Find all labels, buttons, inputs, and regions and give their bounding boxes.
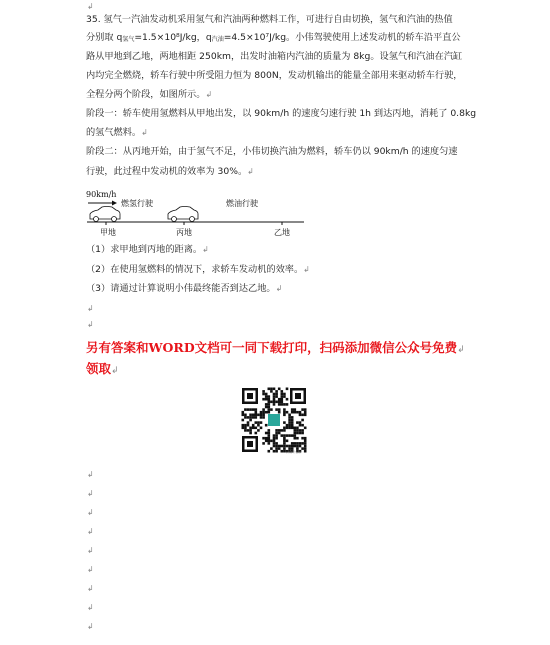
paragraph-mark: ↲ <box>87 320 94 329</box>
problem-line-2: 分别取 q氢气=1.5×10⁸J/kg，q汽油=4.5×10⁷J/kg。小伟驾驶使用上述发动机的轿车沿平直公 <box>86 32 461 43</box>
car-icon-1 <box>90 207 120 222</box>
stage-one-line-2: 的氢气燃料。↲ <box>86 127 148 138</box>
stage2-label: 燃油行驶 <box>226 199 258 208</box>
stage-one-line-1: 阶段一：轿车使用氢燃料从甲地出发，以 90km/h 的速度匀速行驶 1h 到达丙地，消耗了 0.8kg <box>86 108 477 119</box>
question-1: （1）求甲地到丙地的距离。↲ <box>86 244 209 255</box>
stage1-label: 燃氢行驶 <box>121 199 153 208</box>
paragraph-mark: ↲ <box>87 546 94 555</box>
paragraph-mark: ↲ <box>87 565 94 574</box>
point-b-label: 乙地 <box>274 228 290 237</box>
car-icon-2 <box>168 207 198 222</box>
qr-logo <box>268 414 280 426</box>
problem-line-5: 全程分两个阶段，如图所示。↲ <box>86 89 213 100</box>
stage-two-line-2: 行驶，此过程中发动机的效率为 30%。↲ <box>86 166 254 177</box>
paragraph-mark: ↲ <box>87 2 94 11</box>
arrow-head <box>112 201 117 206</box>
question-2: （2）在使用氢燃料的情况下，求轿车发动机的效率。↲ <box>86 264 310 275</box>
promo-line-1: 另有答案和WORD文档可一同下载打印，扫码添加微信公众号免费↲ <box>86 340 465 355</box>
stage-two-line-1: 阶段二：从丙地开始，由于氢气不足，小伟切换汽油为燃料，轿车仍以 90km/h 的速度匀速 <box>86 146 458 157</box>
paragraph-mark: ↲ <box>87 470 94 479</box>
paragraph-mark: ↲ <box>87 508 94 517</box>
problem-line-1: 35. 氢气一汽油发动机采用氢气和汽油两种燃料工作，可进行自由切换，氢气和汽油的热值 <box>86 14 453 25</box>
paragraph-mark: ↲ <box>87 489 94 498</box>
qr-code[interactable] <box>240 386 308 454</box>
paragraph-mark: ↲ <box>87 527 94 536</box>
paragraph-mark: ↲ <box>87 584 94 593</box>
paragraph-mark: ↲ <box>87 603 94 612</box>
point-c-label: 丙地 <box>176 228 192 237</box>
problem-line-3: 路从甲地到乙地，两地相距 250km，出发时油箱内汽油的质量为 8kg。设氢气和汽油在汽缸 <box>86 51 463 62</box>
speed-label: 90km/h <box>86 190 117 199</box>
route-diagram <box>86 189 306 239</box>
promo-line-2: 领取↲ <box>86 361 119 376</box>
qr-caption: 公众号名称 <box>286 450 302 454</box>
point-a-label: 甲地 <box>100 228 116 237</box>
paragraph-mark: ↲ <box>87 622 94 631</box>
paragraph-mark: ↲ <box>87 304 94 313</box>
problem-line-4: 内均完全燃烧，轿车行驶中所受阻力恒为 800N，发动机输出的能量全部用来驱动轿车行驶， <box>86 70 463 81</box>
question-3: （3）请通过计算说明小伟最终能否到达乙地。↲ <box>86 283 283 294</box>
